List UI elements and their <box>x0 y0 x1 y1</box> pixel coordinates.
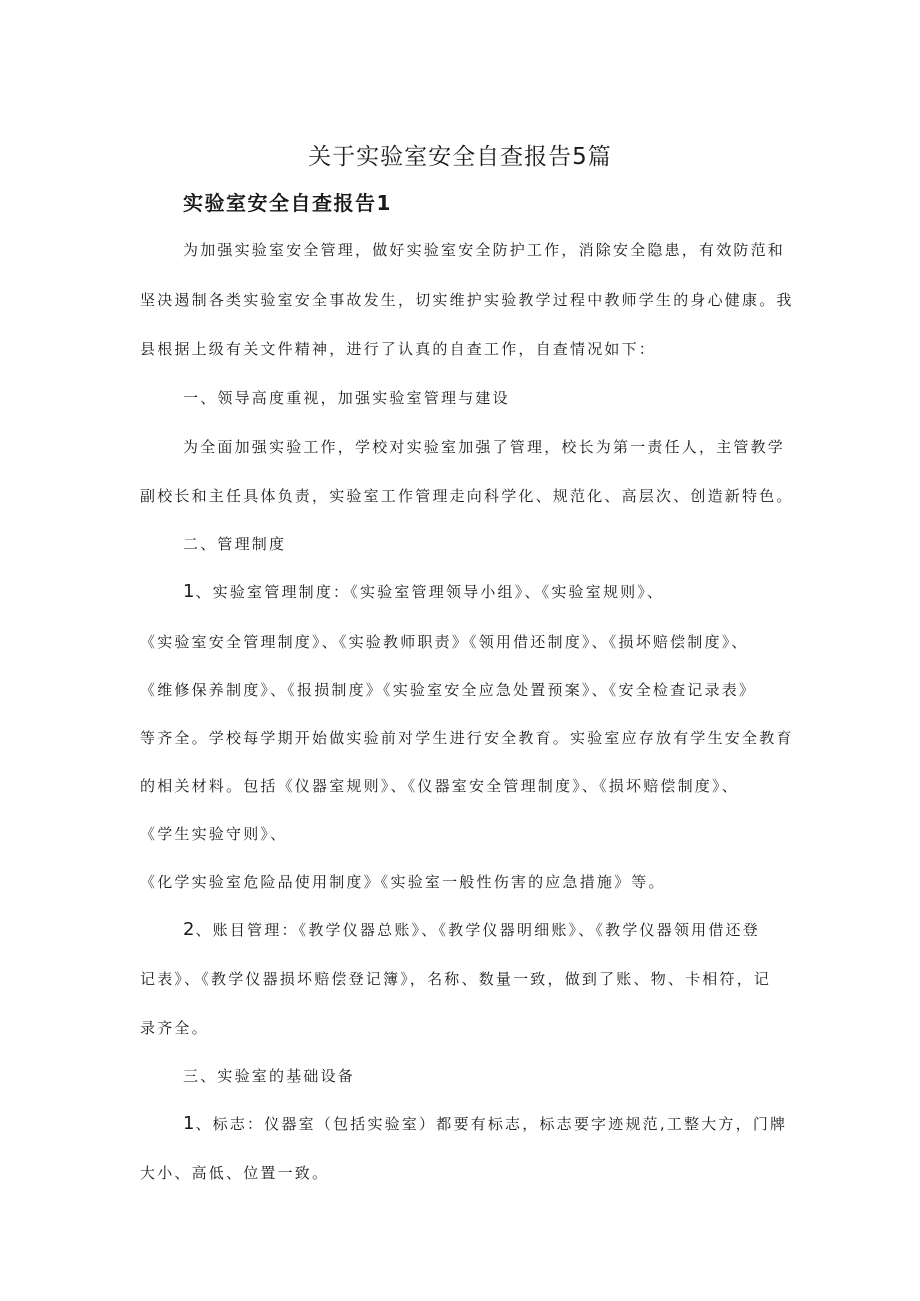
paragraph-line <box>183 1114 787 1134</box>
paragraph-line <box>183 920 760 940</box>
item-number: 1 <box>183 581 196 602</box>
heading-line: 二、管理制度 <box>183 535 287 553</box>
paragraph-line: 为全面加强实验工作，学校对实验室加强了管理，校长为第一责任人，主管教学 <box>183 438 786 456</box>
paragraph-line: 为加强实验室安全管理，做好实验室安全防护工作，消除安全隐患，有效防范和 <box>183 241 786 259</box>
item-text: 、账目管理：《教学仪器总账》、《教学仪器明细账》、《教学仪器领用借还登 <box>195 921 760 939</box>
paragraph-line: 《化学实验室危险品使用制度》《实验室一般性伤害的应急措施》等。 <box>140 873 666 891</box>
paragraph-line: 等齐全。学校每学期开始做实验前对学生进行安全教育。实验室应存放有学生安全教育 <box>140 729 794 747</box>
paragraph-line: 的相关材料。包括《仪器室规则》、《仪器室安全管理制度》、《损坏赔偿制度》、 <box>140 777 739 795</box>
heading-line: 三、实验室的基础设备 <box>183 1067 356 1085</box>
paragraph-line: 《学生实验守则》、 <box>140 825 288 843</box>
item-number: 2 <box>183 919 196 940</box>
paragraph-line: 大小、高低、位置一致。 <box>140 1164 330 1182</box>
document-title: 关于实验室安全自查报告5篇 <box>308 144 612 170</box>
item-number: 1 <box>183 1113 196 1134</box>
paragraph-line: 记表》、《教学仪器损坏赔偿登记簿》，名称、数量一致，做到了账、物、卡相符，记 <box>140 970 772 988</box>
paragraph-line <box>183 582 664 602</box>
paragraph-line: 副校长和主任具体负责，实验室工作管理走向科学化、规范化、高层次、创造新特色。 <box>140 487 794 505</box>
paragraph-line: 录齐全。 <box>140 1019 209 1037</box>
paragraph-line: 《维修保养制度》、《报损制度》《实验室安全应急处置预案》、《安全检查记录表》 <box>140 681 757 699</box>
item-text: 、实验室管理制度：《实验室管理领导小组》、《实验室规则》、 <box>195 583 665 601</box>
section-title: 实验室安全自查报告1 <box>183 191 392 215</box>
heading-line: 一、领导高度重视，加强实验室管理与建设 <box>183 389 510 407</box>
paragraph-line: 坚决遏制各类实验室安全事故发生，切实维护实验教学过程中教师学生的身心健康。我 <box>140 291 794 309</box>
item-text: 、标志：仪器室（包括实验室）都要有标志，标志要字迹规范,工整大方，门牌 <box>195 1115 788 1133</box>
paragraph-line: 《实验室安全管理制度》、《实验教师职责》《领用借还制度》、《损坏赔偿制度》、 <box>140 633 749 651</box>
paragraph-line: 县根据上级有关文件精神，进行了认真的自查工作，自查情况如下： <box>140 340 657 358</box>
